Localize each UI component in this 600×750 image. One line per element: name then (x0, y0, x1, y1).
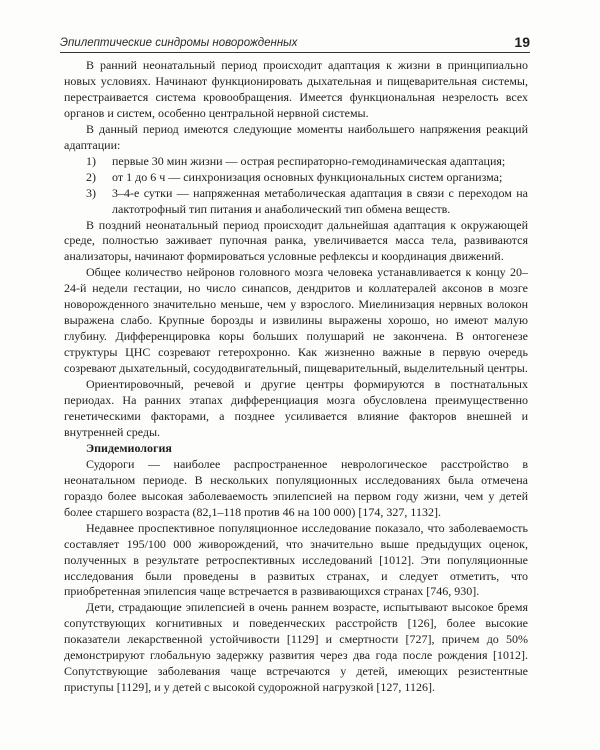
paragraph-4: Общее количество нейронов головного мозга человека устанавливается к концу 20–24-й недели гестации, но число синапсов, дендритов и коллатералей аксонов в мозге новорожденного значительно меньше, чем у взрослого. Миелинизация нервных волокон выражена слабо. Крупные борозды и извилины выражены хорошо, но имеют малую глубину. Дифференцировка коры больших полушарий не закончена. В онтогенезе структуры ЦНС созревают гетерохронно. Как жизненно важные в первую очередь созревают дыхательный, сосудодвигательный, пищеварительный, выделительный центры. (64, 265, 528, 376)
list-item (64, 154, 528, 170)
adaptation-list (64, 154, 528, 218)
page-number: 19 (514, 34, 530, 50)
list-item-number: 3) (86, 185, 96, 200)
list-item-text: от 1 до 6 ч — синхронизация основных функциональных систем организма; (112, 169, 503, 184)
paragraph-3: В поздний неонатальный период происходит дальнейшая адаптация к окружающей среде, полностью заживает пупочная ранка, увеличивается масса тела, развиваются анализаторы, начинают формироваться условные рефлексы и координация движений. (64, 217, 528, 264)
list-item-number: 1) (86, 153, 96, 168)
list-item-number: 2) (86, 169, 96, 184)
paragraph-2: В данный период имеются следующие моменты наибольшего напряжения реакций адаптации: (64, 121, 528, 152)
running-title: Эпилептические синдромы новорожденных (60, 37, 298, 49)
paragraph-5: Ориентировочный, речевой и другие центры формируются в постнатальных периодах. На ранних этапах дифференциация мозга обусловлена преимущественно генетическими факторами, а позднее усиливается влияние факторов внешней и внутренней среды. (64, 377, 528, 439)
page-header (60, 30, 530, 53)
list-item-text: первые 30 мин жизни — острая респираторно-гемодинамическая адаптация; (112, 153, 506, 168)
paragraph-8: Дети, страдающие эпилепсией в очень раннем возрасте, испытывают высокое бремя сопутствующих когнитивных и поведенческих расстройств [126], более высокие показатели лекарственной устойчивости [1129] и смертности [727], причем до 50% демонстрируют глобальную задержку развития через два года после рождения [1012]. Сопутствующие заболевания чаще встречаются у детей, имеющих резистентные приступы [1129], и у детей с высокой судорожной нагрузкой [127, 1126]. (64, 600, 528, 695)
list-item (64, 186, 528, 218)
list-item-text: 3–4-е сутки — напряженная метаболическая адаптация в связи с переходом на лактотрофный тип питания и анаболический тип обмена веществ. (112, 185, 528, 216)
page-body (64, 58, 528, 696)
section-heading-epidemiology: Эпидемиология (86, 440, 172, 455)
paragraph-6: Судороги — наиболее распространенное неврологическое расстройство в неонатальном периоде. В нескольких популяционных исследованиях была отмечена гораздо более высокая заболеваемость эпилепсией на первом году жизни, чем у детей более старшего возраста (82,1–118 против 46 на 100 000) [174, 327, 1132]. (64, 456, 528, 519)
paragraph-1: В ранний неонатальный период происходит адаптация к жизни в принципиально новых условиях. Начинают функционировать дыхательная и пищеварительная системы, перестраивается система кровообращения. Имеется функциональная незрелость всех органов и систем, особенно центральной нервной системы. (64, 58, 528, 120)
list-item (64, 170, 528, 186)
paragraph-7: Недавнее проспективное популяционное исследование показало, что заболеваемость составляет 195/100 000 живорождений, что значительно выше предыдущих оценок, полученных в результате ретроспективных исследований [1012]. Эти популяционные исследования были проведены в развитых странах, и следует отметить, что приобретенная эпилепсия чаще встречается в развивающихся странах [746, 930]. (64, 520, 528, 599)
